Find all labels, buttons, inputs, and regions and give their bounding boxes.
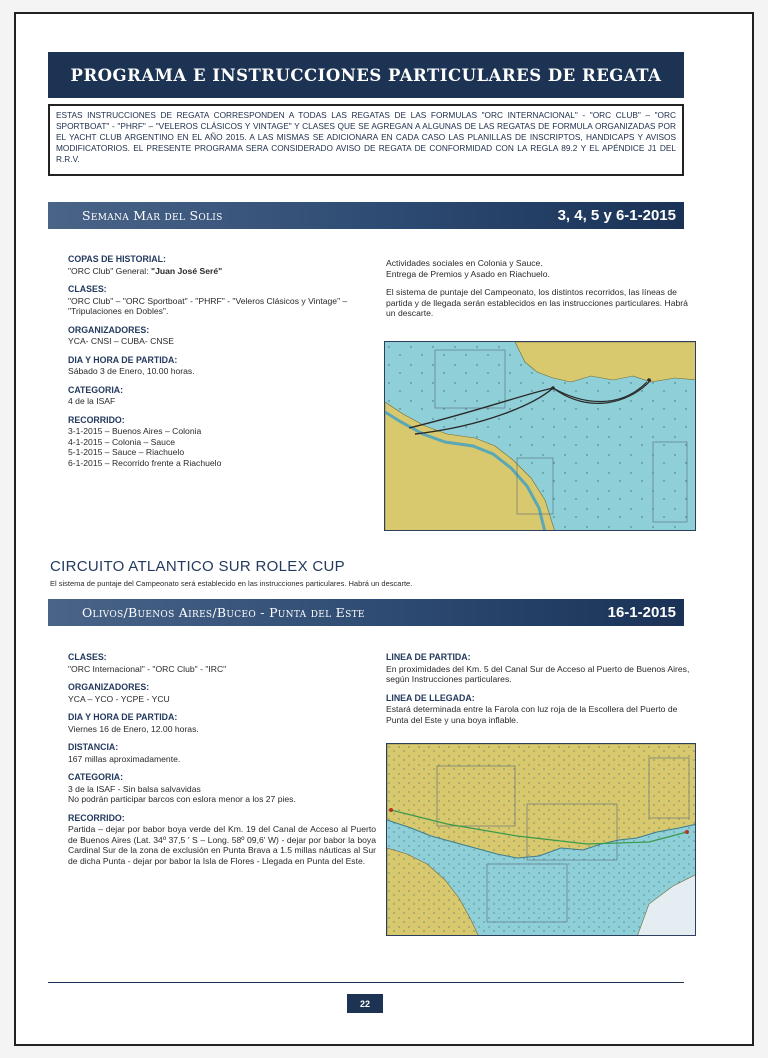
section2-left-column bbox=[68, 652, 376, 874]
recorrido-list bbox=[68, 426, 374, 468]
partida-label: DIA Y HORA DE PARTIDA: bbox=[68, 712, 178, 722]
recorrido-text: Partida – dejar por babor boya verde del Km. 19 del Canal de Acceso al Puerto de Buenos Aires (Lat. 34º 37,5 ' S – Long. 58º 09,6' W) - dejar por babor la boya Cardinal Sur de la zona de exclusión en Punta Brava a 1.5 millas náuticas al Sur de dicha Punta - dejar por babor la Isla de Flores - Llegada en Punta del Este. bbox=[68, 824, 376, 866]
clases-label: CLASES: bbox=[68, 652, 107, 662]
categoria-label: CATEGORIA: bbox=[68, 384, 124, 395]
list-item: 3-1-2015 – Buenos Aires – Colonia bbox=[68, 426, 202, 436]
distancia-label: DISTANCIA: bbox=[68, 742, 119, 752]
copas-label: COPAS DE HISTORIAL: bbox=[68, 254, 166, 264]
circuit-note: El sistema de puntaje del Campeonato será establecido en las instrucciones particulares. Habrá un descarte. bbox=[50, 579, 413, 588]
categoria-text: 4 de la ISAF bbox=[68, 396, 116, 406]
list-item: 5-1-2015 – Sauce – Riachuelo bbox=[68, 447, 185, 457]
partida-text: Viernes 16 de Enero, 12.00 horas. bbox=[68, 723, 199, 734]
section1-right-column bbox=[386, 258, 688, 327]
clases-label: CLASES: bbox=[68, 284, 107, 294]
route-map-punta-del-este bbox=[386, 743, 696, 936]
awards-line: Entrega de Premios y Asado en Riachuelo. bbox=[386, 268, 550, 279]
recorrido-label: RECORRIDO: bbox=[68, 414, 125, 425]
categoria-text: 3 de la ISAF - Sin balsa salvavidas bbox=[68, 783, 201, 794]
route-map-mar-del-solis bbox=[384, 341, 696, 531]
page-title: PROGRAMA E INSTRUCCIONES PARTICULARES DE REGATA bbox=[48, 52, 684, 98]
intro-text: ESTAS INSTRUCCIONES DE REGATA CORRESPONDEN A TODAS LAS REGATAS DE LAS FORMULAS "ORC INTERNACIONAL" - "ORC CLUB" – "ORC SPORTBOAT" - "PHRF" – "VELEROS CLÁSICOS Y VINTAGE" Y CLASES QUE SE AGREGAN A ALGUNAS DE LAS REGATAS DE FORMULA ORGANIZADAS POR EL YACHT CLUB ARGENTINO EN EL AÑO 2015. A LAS MISMAS SE ADICIONARA EN CADA CASO LAS PLANILLAS DE INSCRIPTOS, HANDICAPS Y AVISOS MODIFICATORIOS. EL PRESENTE PROGRAMA SERA CONSIDERADO AVISO DE REGATA DE CONFORMIDAD CON LA REGLA 89.2 Y EL APÉNDICE J1 DEL R.R.V. bbox=[56, 110, 676, 164]
section-date: 16-1-2015 bbox=[607, 604, 676, 621]
clases-text: "ORC Club" – "ORC Sportboat" - "PHRF" - "Veleros Clásicos y Vintage" – "Tripulaciones en Dobles". bbox=[68, 295, 348, 316]
eslora-text: No podrán participar barcos con eslora menor a los 27 pies. bbox=[68, 794, 296, 804]
recorrido-label: RECORRIDO: bbox=[68, 812, 125, 823]
activities-line: Actividades sociales en Colonia y Sauce. bbox=[386, 258, 543, 268]
section-header-mar-del-solis bbox=[48, 202, 684, 229]
copas-trophy: "Juan José Seré" bbox=[151, 265, 223, 276]
clases-text: "ORC Internacional" - "ORC Club" - "IRC" bbox=[68, 663, 227, 674]
footer-divider bbox=[48, 982, 684, 983]
section-header-punta-del-este bbox=[48, 599, 684, 626]
categoria-label: CATEGORIA: bbox=[68, 772, 124, 782]
circuit-title: CIRCUITO ATLANTICO SUR ROLEX CUP bbox=[50, 558, 345, 575]
linea-llegada-text: Estará determinada entre la Farola con luz roja de la Escollera del Puerto de Punta del Este y una boya inflable. bbox=[386, 704, 678, 725]
section1-left-column bbox=[68, 254, 374, 476]
section2-right-column bbox=[386, 652, 690, 733]
section-date: 3, 4, 5 y 6-1-2015 bbox=[557, 207, 676, 224]
copas-text: "ORC Club" General: bbox=[68, 265, 151, 276]
section-name: Semana Mar del Solis bbox=[82, 208, 223, 223]
list-item: 6-1-2015 – Recorrido frente a Riachuelo bbox=[68, 457, 222, 468]
distancia-text: 167 millas aproximadamente. bbox=[68, 753, 181, 764]
scoring-text: El sistema de puntaje del Campeonato, los distintos recorridos, las líneas de partida y de llegada serán establecidos en las instrucciones particulares. Habrá un descarte. bbox=[386, 287, 688, 318]
linea-llegada-label: LINEA DE LLEGADA: bbox=[386, 692, 475, 703]
organizadores-text: YCA- CNSI – CUBA- CNSE bbox=[68, 336, 175, 346]
intro-box bbox=[48, 104, 684, 176]
partida-label: DIA Y HORA DE PARTIDA: bbox=[68, 354, 178, 365]
partida-text: Sábado 3 de Enero, 10.00 horas. bbox=[68, 366, 195, 376]
linea-partida-label: LINEA DE PARTIDA: bbox=[386, 652, 471, 662]
list-item: 4-1-2015 – Colonia – Sauce bbox=[68, 436, 176, 447]
organizadores-text: YCA – YCO - YCPE - YCU bbox=[68, 693, 170, 704]
linea-partida-text: En proximidades del Km. 5 del Canal Sur de Acceso al Puerto de Buenos Aires, según Instrucciones particulares. bbox=[386, 663, 690, 684]
page-number: 22 bbox=[347, 994, 383, 1013]
section-name: Olivos/Buenos Aires/Buceo - Punta del Este bbox=[82, 605, 365, 620]
organizadores-label: ORGANIZADORES: bbox=[68, 682, 150, 692]
organizadores-label: ORGANIZADORES: bbox=[68, 324, 150, 335]
